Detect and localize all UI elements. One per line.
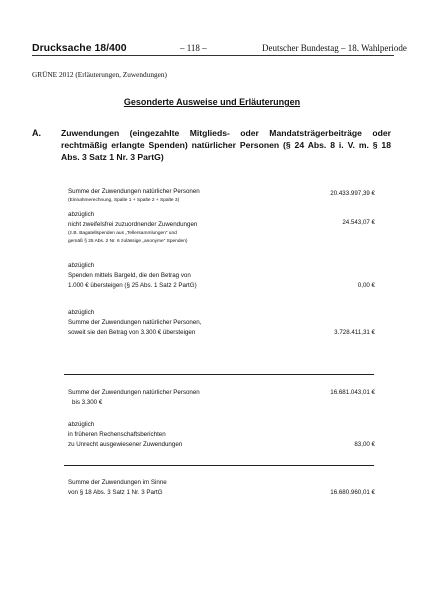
row-over-limit-amount: 3.728.411,31 € [334, 329, 375, 336]
row-prior-reports-line3: zu Unrecht ausgewiesener Zuwendungen [68, 440, 183, 448]
row-unassignable-note2: gemäß § 25 Abs. 2 Nr. 6 zulässige „anonyme“ Spenden) [68, 239, 188, 245]
row-subtotal-amount: 16.681.043,01 € [330, 389, 375, 396]
header-divider [32, 55, 394, 56]
row-total-line1: Summe der Zuwendungen natürlicher Personen [68, 188, 200, 195]
section-heading: Zuwendungen (eingezahlte Mitglieds- oder Mandatsträgerbeiträge oder rechtmäßig erlangte Spenden) natürlicher Personen (§ 24 Abs. 8 i. V. m. § 18 Abs. 3 Satz 1 Nr. 3 PartG) [61, 128, 391, 162]
document-number: Drucksache 18/400 [32, 42, 127, 54]
row-subtotal-line2: bis 3.300 € [72, 398, 103, 406]
row-unassignable-label [68, 210, 298, 247]
publisher-label: Deutscher Bundestag – 18. Wahlperiode [262, 43, 407, 53]
row-final-line1: Summe der Zuwendungen im Sinne [68, 479, 167, 486]
section-letter: A. [32, 128, 41, 138]
row-over-limit-line2: Summe der Zuwendungen natürlicher Personen, [68, 318, 202, 326]
party-subheader: GRÜNE 2012 (Erläuterungen, Zuwendungen) [32, 70, 167, 79]
row-cash-line3: 1.000 € übersteigen (§ 25 Abs. 1 Satz 2 PartG) [68, 281, 197, 289]
page-title [0, 97, 424, 107]
row-over-limit-line3: soweit sie den Betrag von 3.300 € übersteigen [68, 328, 196, 336]
row-prior-reports-amount: 83,00 € [354, 441, 375, 448]
final-divider [64, 465, 374, 466]
row-unassignable-amount: 24.543,07 € [342, 219, 375, 226]
row-final-amount: 16.680.960,01 € [330, 489, 375, 496]
row-unassignable-note1: (z.B. Bagatellspenden aus „Tellersammlungen“ und [68, 230, 177, 236]
page-number: – 118 – [180, 43, 207, 53]
row-cash-line1: abzüglich [68, 262, 95, 269]
row-cash-line2: Spenden mittels Bargeld, die den Betrag von [68, 271, 191, 279]
row-subtotal-line1: Summe der Zuwendungen natürlicher Personen [68, 389, 200, 396]
row-prior-reports-line2: in früheren Rechenschaftsberichten [68, 430, 166, 438]
row-over-limit-line1: abzüglich [68, 309, 95, 316]
row-cash-amount: 0,00 € [357, 282, 375, 289]
page-title-text: Gesonderte Ausweise und Erläuterungen [123, 97, 301, 107]
row-unassignable-line1: abzüglich [68, 211, 95, 218]
row-prior-reports-line1: abzüglich [68, 421, 95, 428]
row-total-amount: 20.433.997,39 € [330, 190, 375, 197]
subtotal-divider [64, 374, 374, 375]
row-total-note: (Einnahmerechnung, Spalte 1 + Spalte 2 + Spalte 3) [68, 197, 180, 203]
row-unassignable-line2: nicht zweifelsfrei zuzuordnender Zuwendungen [68, 220, 198, 228]
row-final-line2: von § 18 Abs. 3 Satz 1 Nr. 3 PartG [68, 488, 163, 496]
